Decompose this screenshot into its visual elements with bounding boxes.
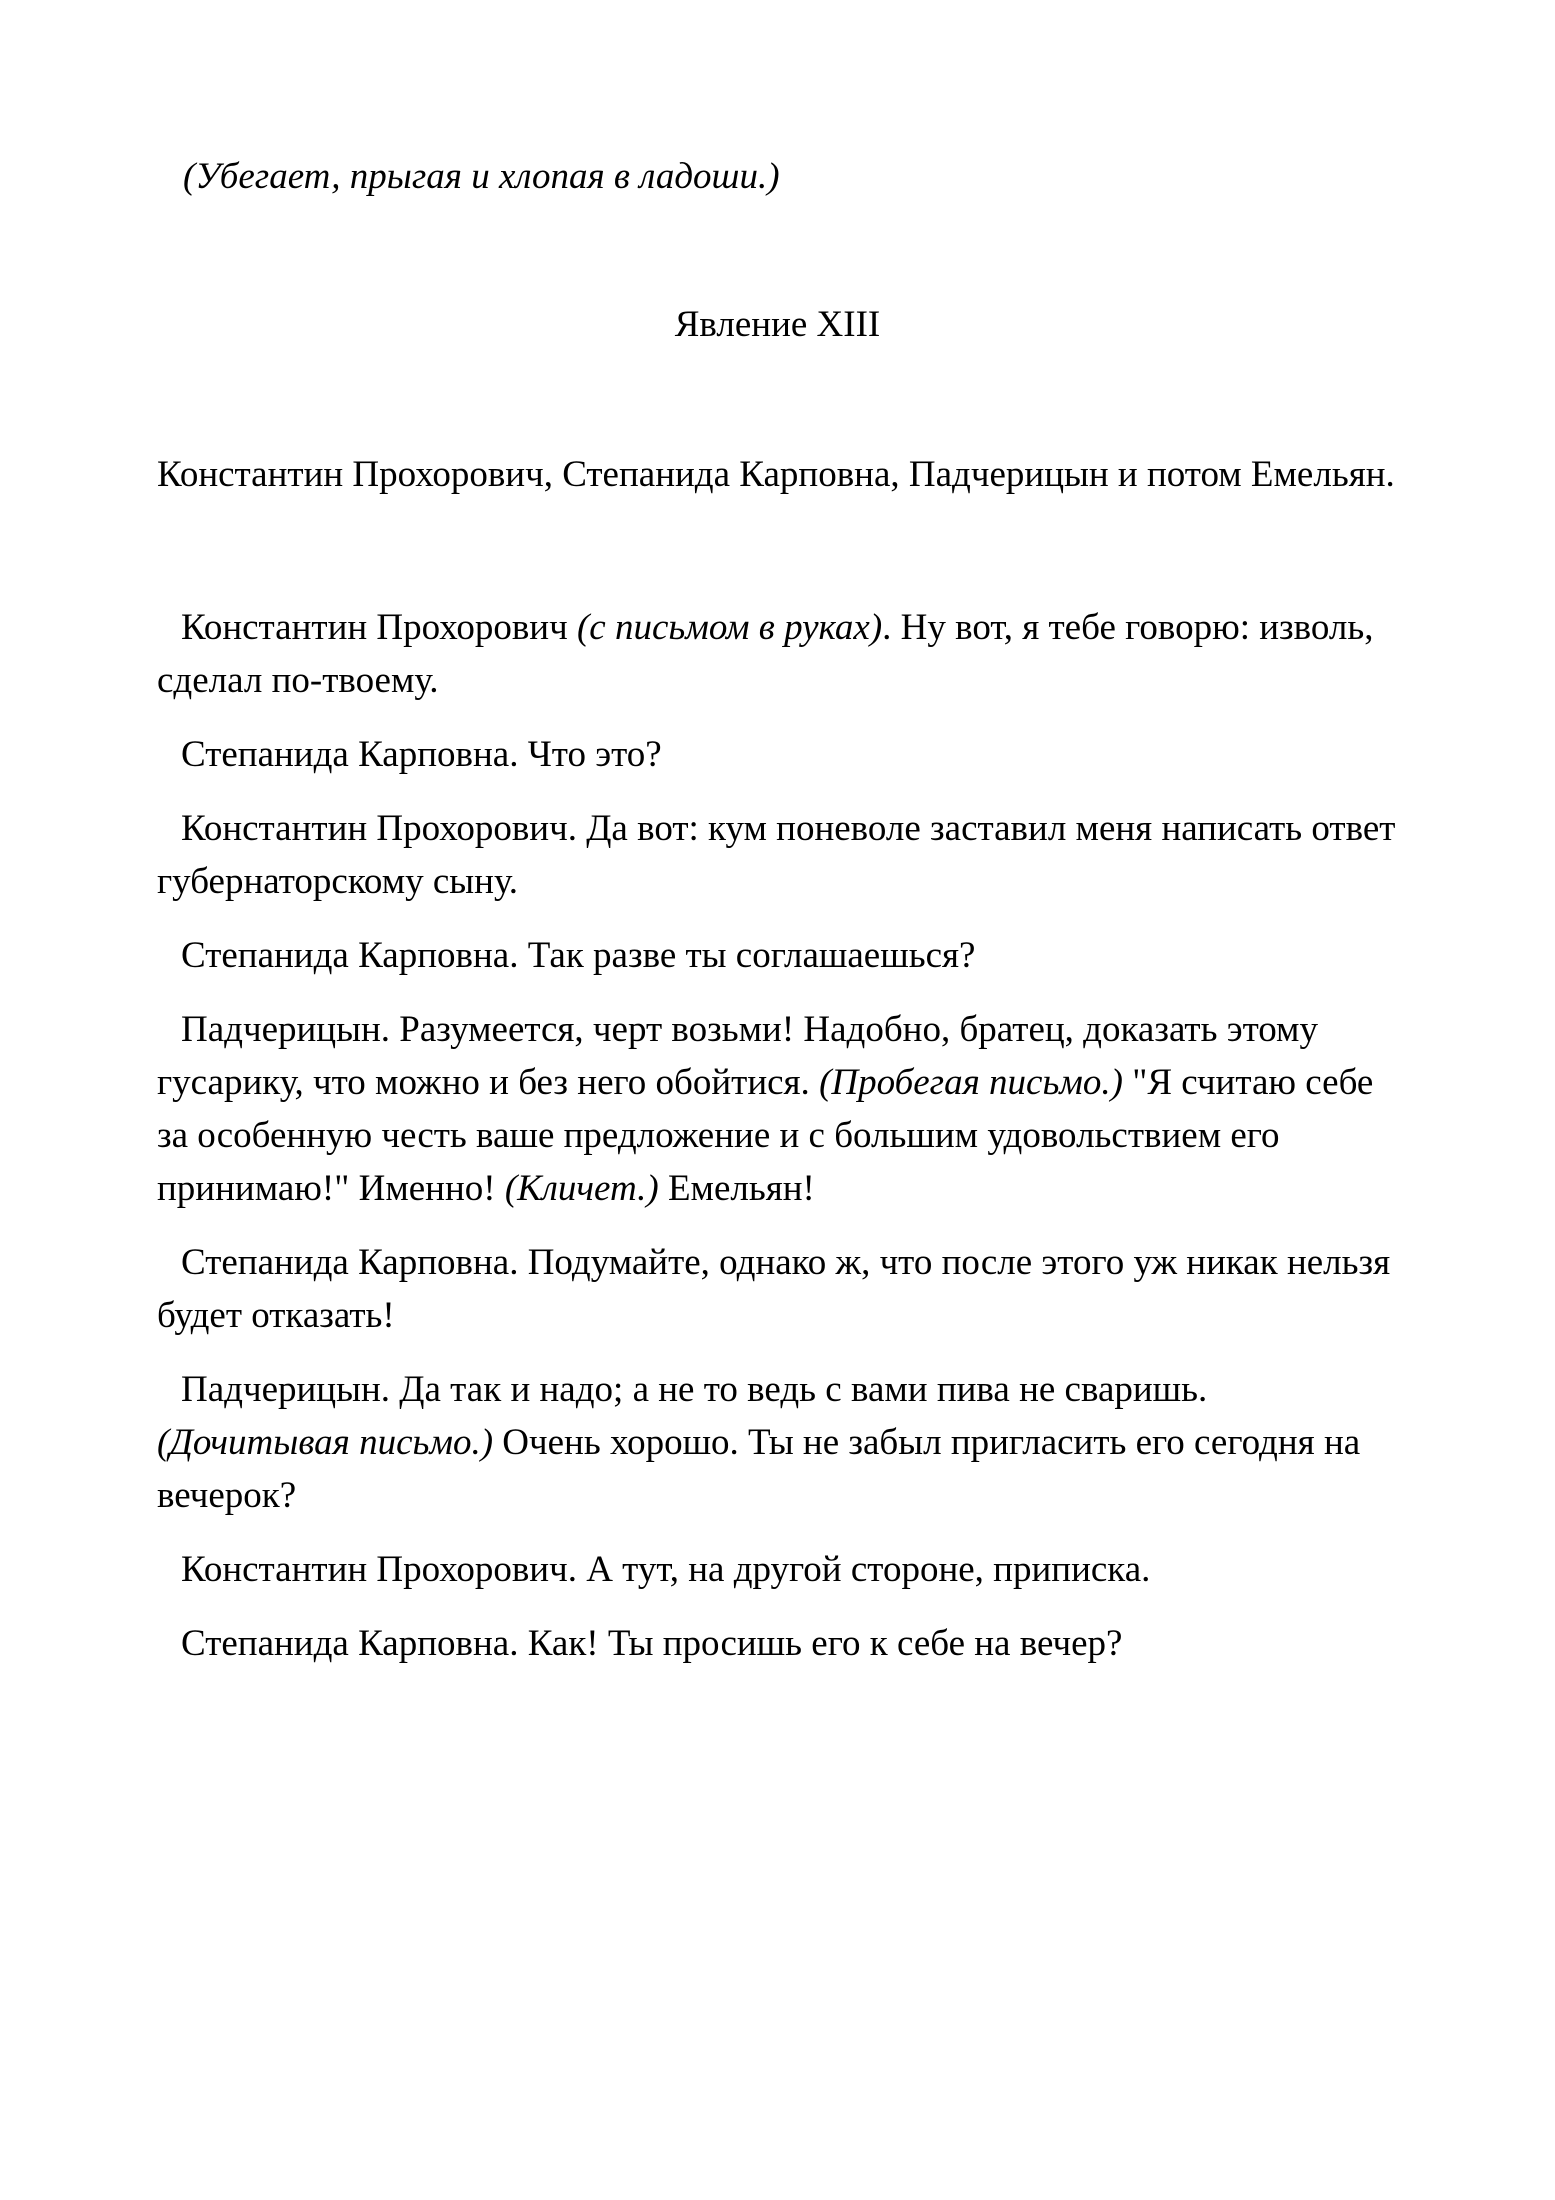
- dialogue-paragraph: Константин Прохорович. А тут, на другой стороне, приписка.: [181, 1549, 1151, 1590]
- dialogue-paragraph: Константин Прохорович. Да вот: кум поневоле заставил меня написать ответ губернаторскому сыну.: [157, 808, 1396, 902]
- dialogue-paragraph: Константин Прохорович (с письмом в руках). Ну вот, я тебе говорю: изволь, сделал по-твоему.: [157, 607, 1374, 701]
- scene-heading: Явление XIII: [674, 304, 881, 345]
- dialogue-paragraph: Степанида Карповна. Подумайте, однако ж, что после этого уж никак нельзя будет отказать!: [157, 1242, 1391, 1336]
- cast-line: Константин Прохорович, Степанида Карповна, Падчерицын и потом Емельян.: [157, 454, 1395, 495]
- dialogue-paragraph: Падчерицын. Разумеется, черт возьми! Надобно, братец, доказать этому гусарику, что можно и без него обойтися. (Пробегая письмо.) "Я считаю себе за особенную честь ваше предложение и с большим удовольствием его принимаю!" Именно! (Кличет.) Емельян!: [157, 1009, 1374, 1209]
- stage-direction: (Убегает, прыгая и хлопая в ладоши.): [183, 156, 780, 197]
- dialogue-paragraph: Степанида Карповна. Как! Ты просишь его к себе на вечер?: [181, 1623, 1123, 1664]
- dialogue-paragraph: Степанида Карповна. Что это?: [181, 734, 662, 775]
- dialogue-paragraph: Падчерицын. Да так и надо; а не то ведь с вами пива не сваришь. (Дочитывая письмо.) Очень хорошо. Ты не забыл пригласить его сегодня на вечерок?: [157, 1369, 1361, 1516]
- dialogue-paragraph: Степанида Карповна. Так разве ты соглашаешься?: [181, 935, 976, 976]
